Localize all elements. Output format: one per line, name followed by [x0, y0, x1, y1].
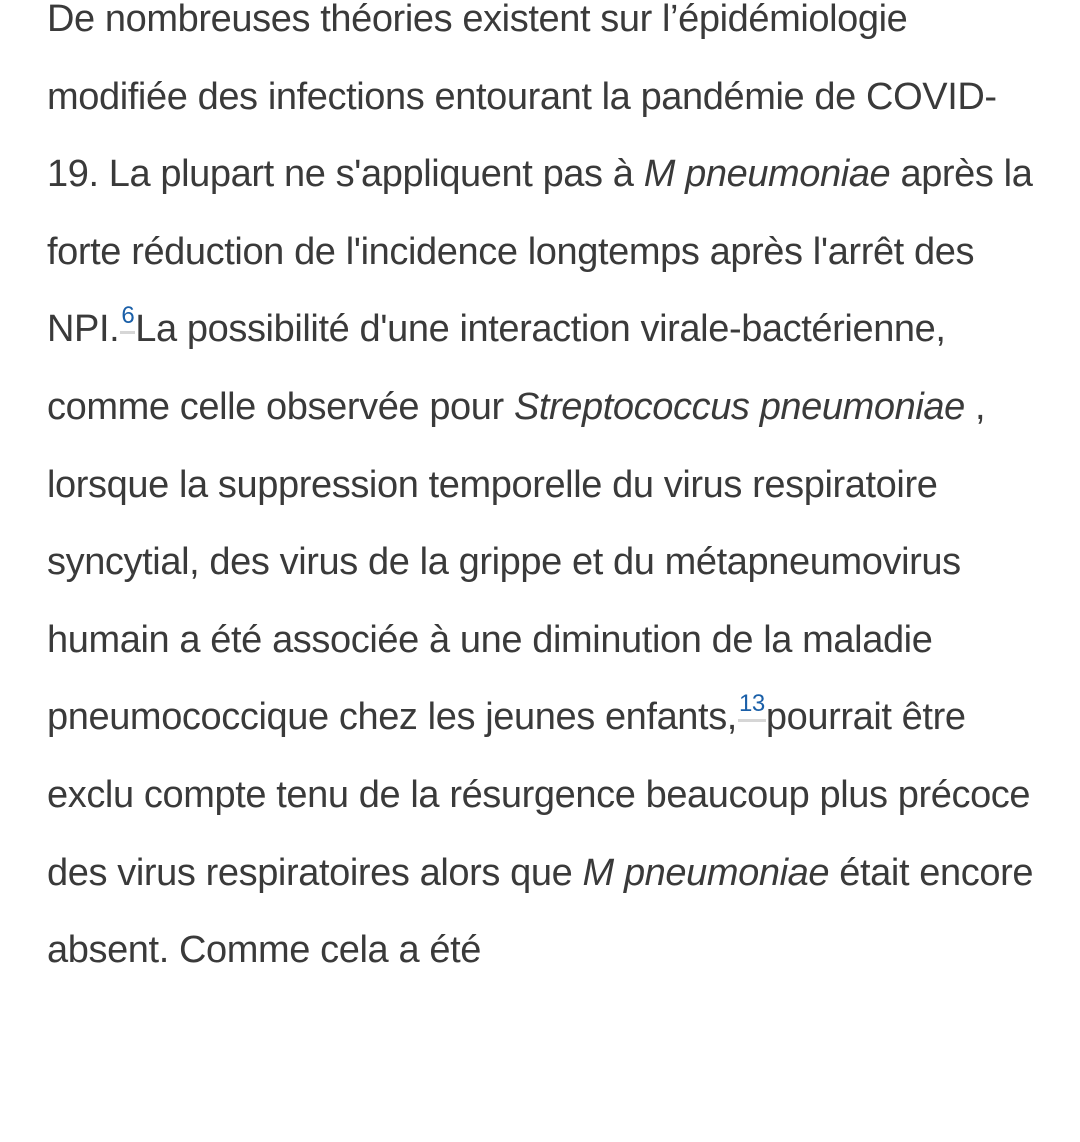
text-segment: De nombreuses théories existent sur l’épidémiologie modifiée des infections entourant la pandémie de COVID-19. La plupart ne s'appliquent pas à — [47, 0, 997, 196]
species-name-italic: M pneumoniae — [643, 153, 891, 196]
text-segment: , lorsque la suppression temporelle du virus respiratoire syncytial, des virus de la grippe et du métapneumovirus humain a été associée à une diminution de la maladie pneumococcique chez les jeunes enfants, — [47, 385, 986, 739]
text-segment: après la forte réduction de l'incidence longtemps après l'arrêt des NPI. — [47, 153, 1033, 351]
paragraph — [47, 0, 1040, 990]
species-name-italic: M pneumoniae — [582, 851, 830, 894]
text-segment: était encore absent. Comme cela a été — [47, 851, 1034, 972]
text-segment: pourrait être exclu compte tenu de la résurgence beaucoup plus précoce des virus respiratoires alors que — [47, 696, 1031, 894]
reference-link-13[interactable]: 13 — [738, 692, 766, 722]
reference-link-6[interactable]: 6 — [120, 304, 135, 334]
text-segment: La possibilité d'une interaction virale-bactérienne, comme celle observée pour — [47, 308, 946, 428]
species-name-italic: Streptococcus pneumoniae — [513, 385, 965, 428]
